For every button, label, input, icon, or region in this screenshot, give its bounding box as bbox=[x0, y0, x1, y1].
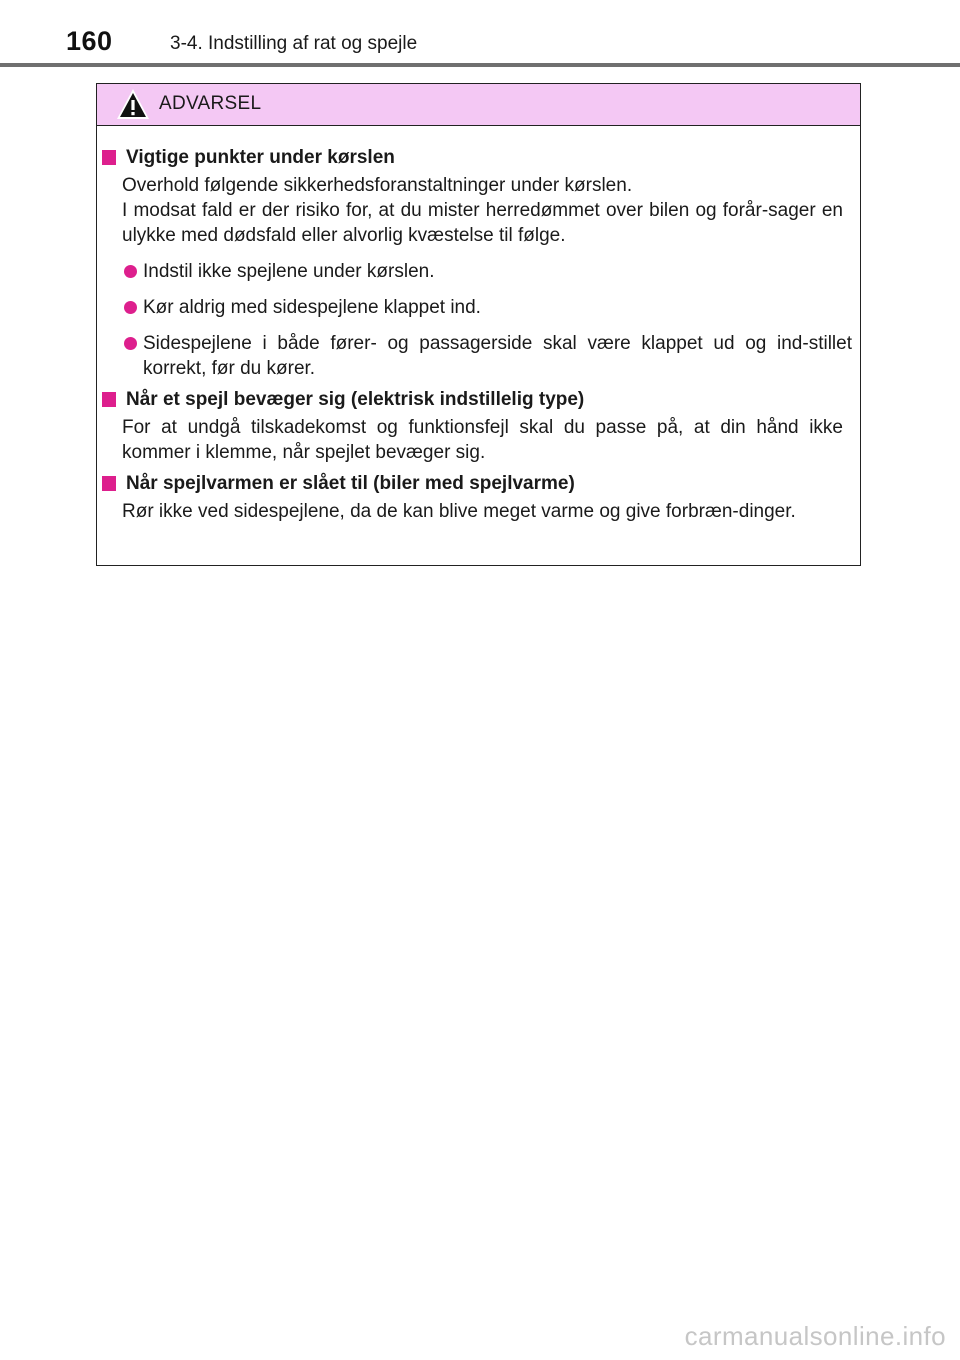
warning-title: ADVARSEL bbox=[159, 93, 262, 114]
page-number: 160 bbox=[66, 26, 113, 56]
section-title: 3-4. Indstilling af rat og spejle bbox=[170, 33, 418, 54]
warning-body bbox=[97, 126, 860, 524]
bullet-item bbox=[122, 295, 852, 320]
warning-triangle-icon bbox=[115, 87, 151, 121]
section-heading bbox=[102, 471, 860, 496]
section-heading bbox=[102, 387, 860, 412]
bullet-text: Kør aldrig med sidespejlene klappet ind. bbox=[143, 297, 481, 318]
paragraph: Overhold følgende sikkerhedsforanstaltninger under kørslen. bbox=[122, 175, 633, 196]
paragraph: I modsat fald er der risiko for, at du mister herredømmet over bilen og forår-sager en ulykke med dødsfald eller alvorlig kvæstelse til følge. bbox=[122, 200, 843, 246]
bullet-item bbox=[122, 259, 852, 284]
square-bullet-icon bbox=[102, 150, 116, 165]
circle-bullet-icon bbox=[124, 337, 137, 350]
square-bullet-icon bbox=[102, 476, 116, 491]
header-rule bbox=[0, 63, 960, 67]
warning-box bbox=[96, 83, 861, 566]
bullet-item bbox=[122, 331, 852, 381]
warning-header bbox=[97, 84, 860, 126]
heading-text: Når et spejl bevæger sig (elektrisk indstillelig type) bbox=[126, 389, 585, 410]
heading-text: Når spejlvarmen er slået til (biler med spejlvarme) bbox=[126, 473, 575, 494]
bullet-text: Indstil ikke spejlene under kørslen. bbox=[143, 261, 435, 282]
square-bullet-icon bbox=[102, 392, 116, 407]
paragraph: Rør ikke ved sidespejlene, da de kan blive meget varme og give forbræn-dinger. bbox=[122, 501, 796, 522]
paragraph: For at undgå tilskadekomst og funktionsfejl skal du passe på, at din hånd ikke kommer i klemme, når spejlet bevæger sig. bbox=[122, 417, 843, 463]
section-heading bbox=[102, 145, 860, 170]
watermark: carmanualsonline.info bbox=[684, 1321, 946, 1351]
heading-text: Vigtige punkter under kørslen bbox=[126, 147, 395, 168]
circle-bullet-icon bbox=[124, 265, 137, 278]
page-header bbox=[0, 0, 960, 66]
circle-bullet-icon bbox=[124, 301, 137, 314]
bullet-text: Sidespejlene i både fører- og passagerside skal være klappet ud og ind-stillet korrekt, før du kører. bbox=[143, 333, 852, 379]
